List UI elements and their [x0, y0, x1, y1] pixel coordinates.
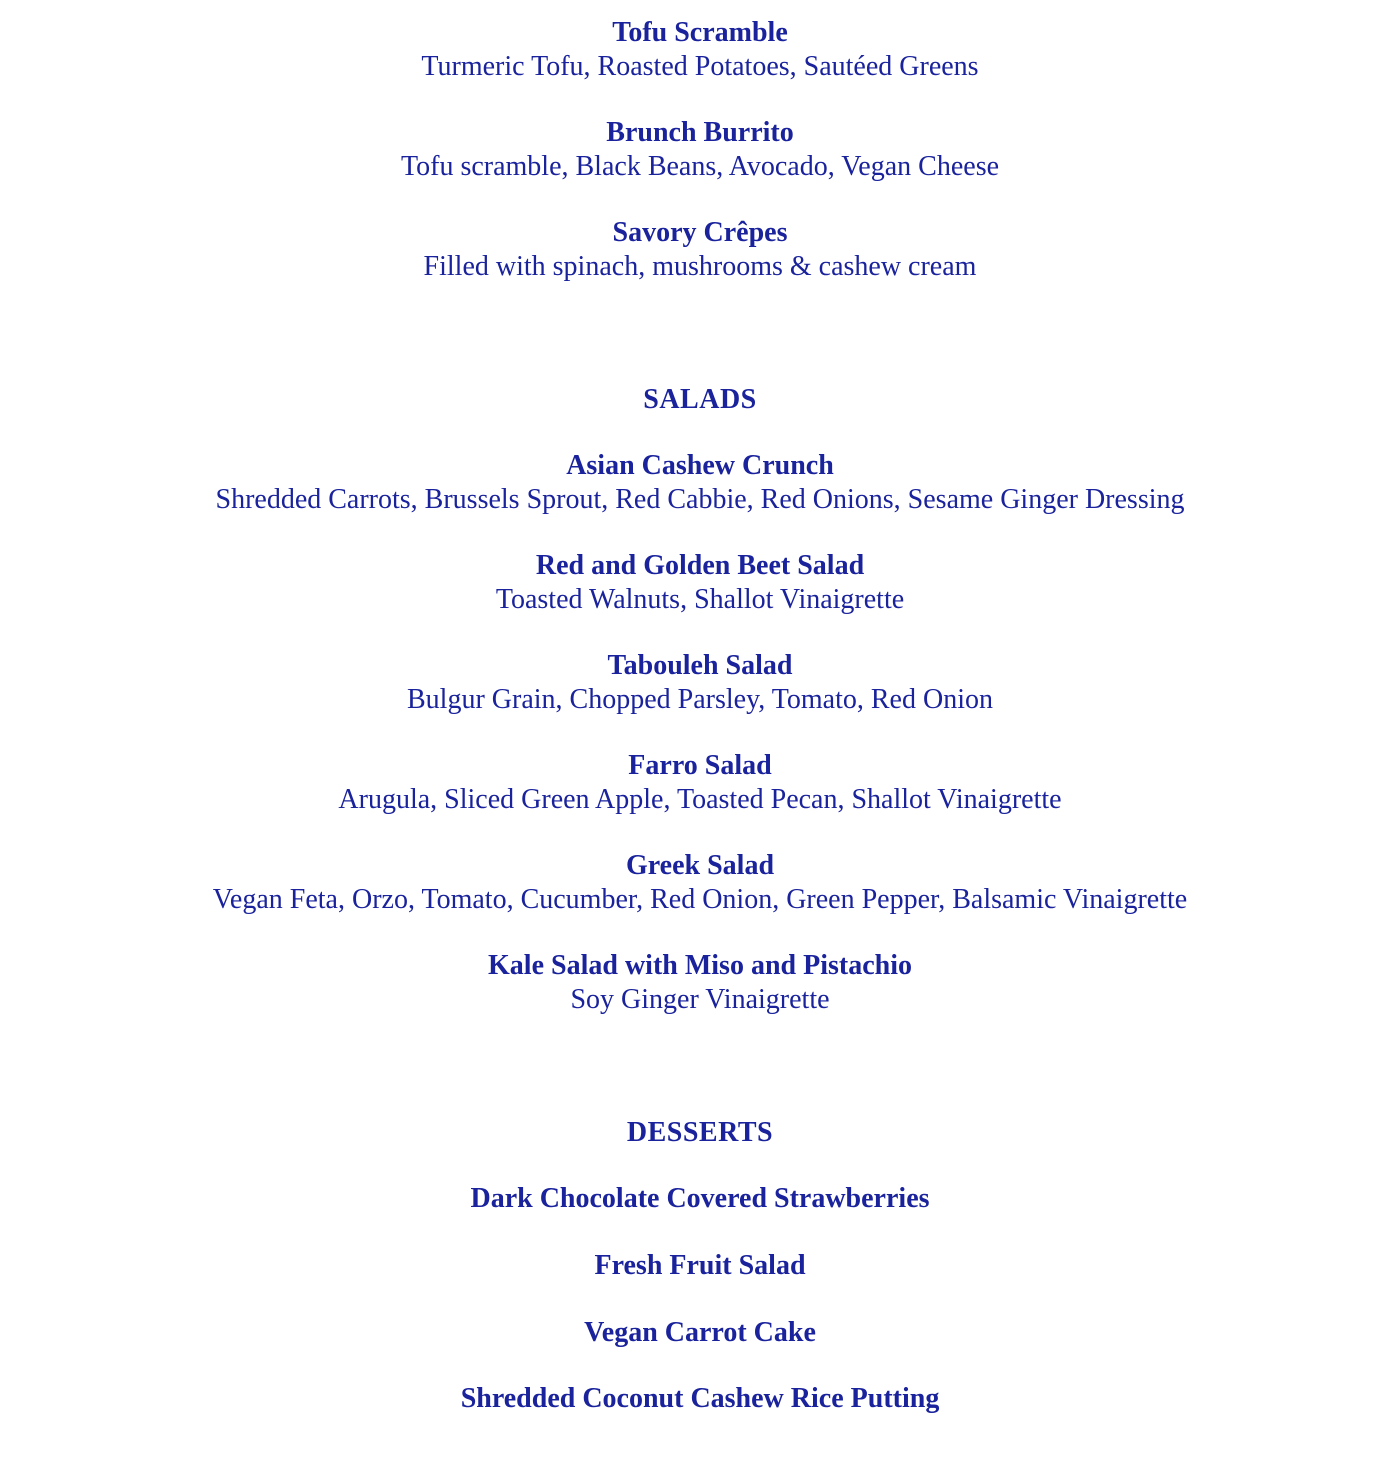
- menu-item-description: Shredded Carrots, Brussels Sprout, Red Cabbie, Red Onions, Sesame Ginger Dressing: [215, 484, 1185, 515]
- menu-item-description: Bulgur Grain, Chopped Parsley, Tomato, Red Onion: [407, 684, 993, 715]
- menu-item-description: Soy Ginger Vinaigrette: [570, 984, 830, 1015]
- menu-item-brunch-burrito: [0, 116, 1400, 184]
- menu-item-name: Shredded Coconut Cashew Rice Putting: [460, 1383, 940, 1414]
- menu-item-fruit-salad: [0, 1249, 1400, 1283]
- menu-item-description: Tofu scramble, Black Beans, Avocado, Vegan Cheese: [400, 151, 1000, 182]
- menu-item-greek-salad: [0, 849, 1400, 917]
- menu-item-name: Brunch Burrito: [606, 117, 794, 148]
- menu-item-name: Farro Salad: [628, 750, 772, 781]
- menu-item-name: Greek Salad: [625, 850, 775, 881]
- menu-item-beet-salad: [0, 549, 1400, 617]
- menu-item-description: Arugula, Sliced Green Apple, Toasted Pecan, Shallot Vinaigrette: [338, 784, 1062, 815]
- menu-item-name: Red and Golden Beet Salad: [535, 550, 865, 581]
- section-heading-salads: SALADS: [643, 384, 757, 415]
- section-heading-desserts: DESSERTS: [626, 1117, 774, 1148]
- menu-item-name: Savory Crêpes: [612, 217, 788, 248]
- menu-item-tabouleh-salad: [0, 649, 1400, 717]
- menu-item-rice-pudding: [0, 1382, 1400, 1416]
- menu-item-description: Turmeric Tofu, Roasted Potatoes, Sautéed Greens: [421, 51, 979, 82]
- menu-item-name: Kale Salad with Miso and Pistachio: [488, 950, 912, 981]
- menu-item-name: Tabouleh Salad: [607, 650, 793, 681]
- menu-item-name: Vegan Carrot Cake: [584, 1317, 816, 1348]
- menu-item-tofu-scramble: [0, 16, 1400, 84]
- menu-item-farro-salad: [0, 749, 1400, 817]
- menu-item-carrot-cake: [0, 1316, 1400, 1350]
- menu-item-savory-crepes: [0, 216, 1400, 284]
- menu-item-description: Vegan Feta, Orzo, Tomato, Cucumber, Red Onion, Green Pepper, Balsamic Vinaigrette: [212, 884, 1188, 915]
- menu-item-description: Toasted Walnuts, Shallot Vinaigrette: [495, 584, 905, 615]
- menu-item-asian-cashew-crunch: [0, 449, 1400, 517]
- menu-item-name: Dark Chocolate Covered Strawberries: [470, 1183, 930, 1214]
- menu-item-name: Fresh Fruit Salad: [594, 1250, 806, 1281]
- menu-item-description: Filled with spinach, mushrooms & cashew cream: [423, 251, 977, 282]
- menu-item-chocolate-strawberries: [0, 1182, 1400, 1216]
- menu-item-name: Tofu Scramble: [612, 17, 788, 48]
- menu-item-name: Asian Cashew Crunch: [566, 450, 834, 481]
- menu-item-kale-salad: [0, 949, 1400, 1017]
